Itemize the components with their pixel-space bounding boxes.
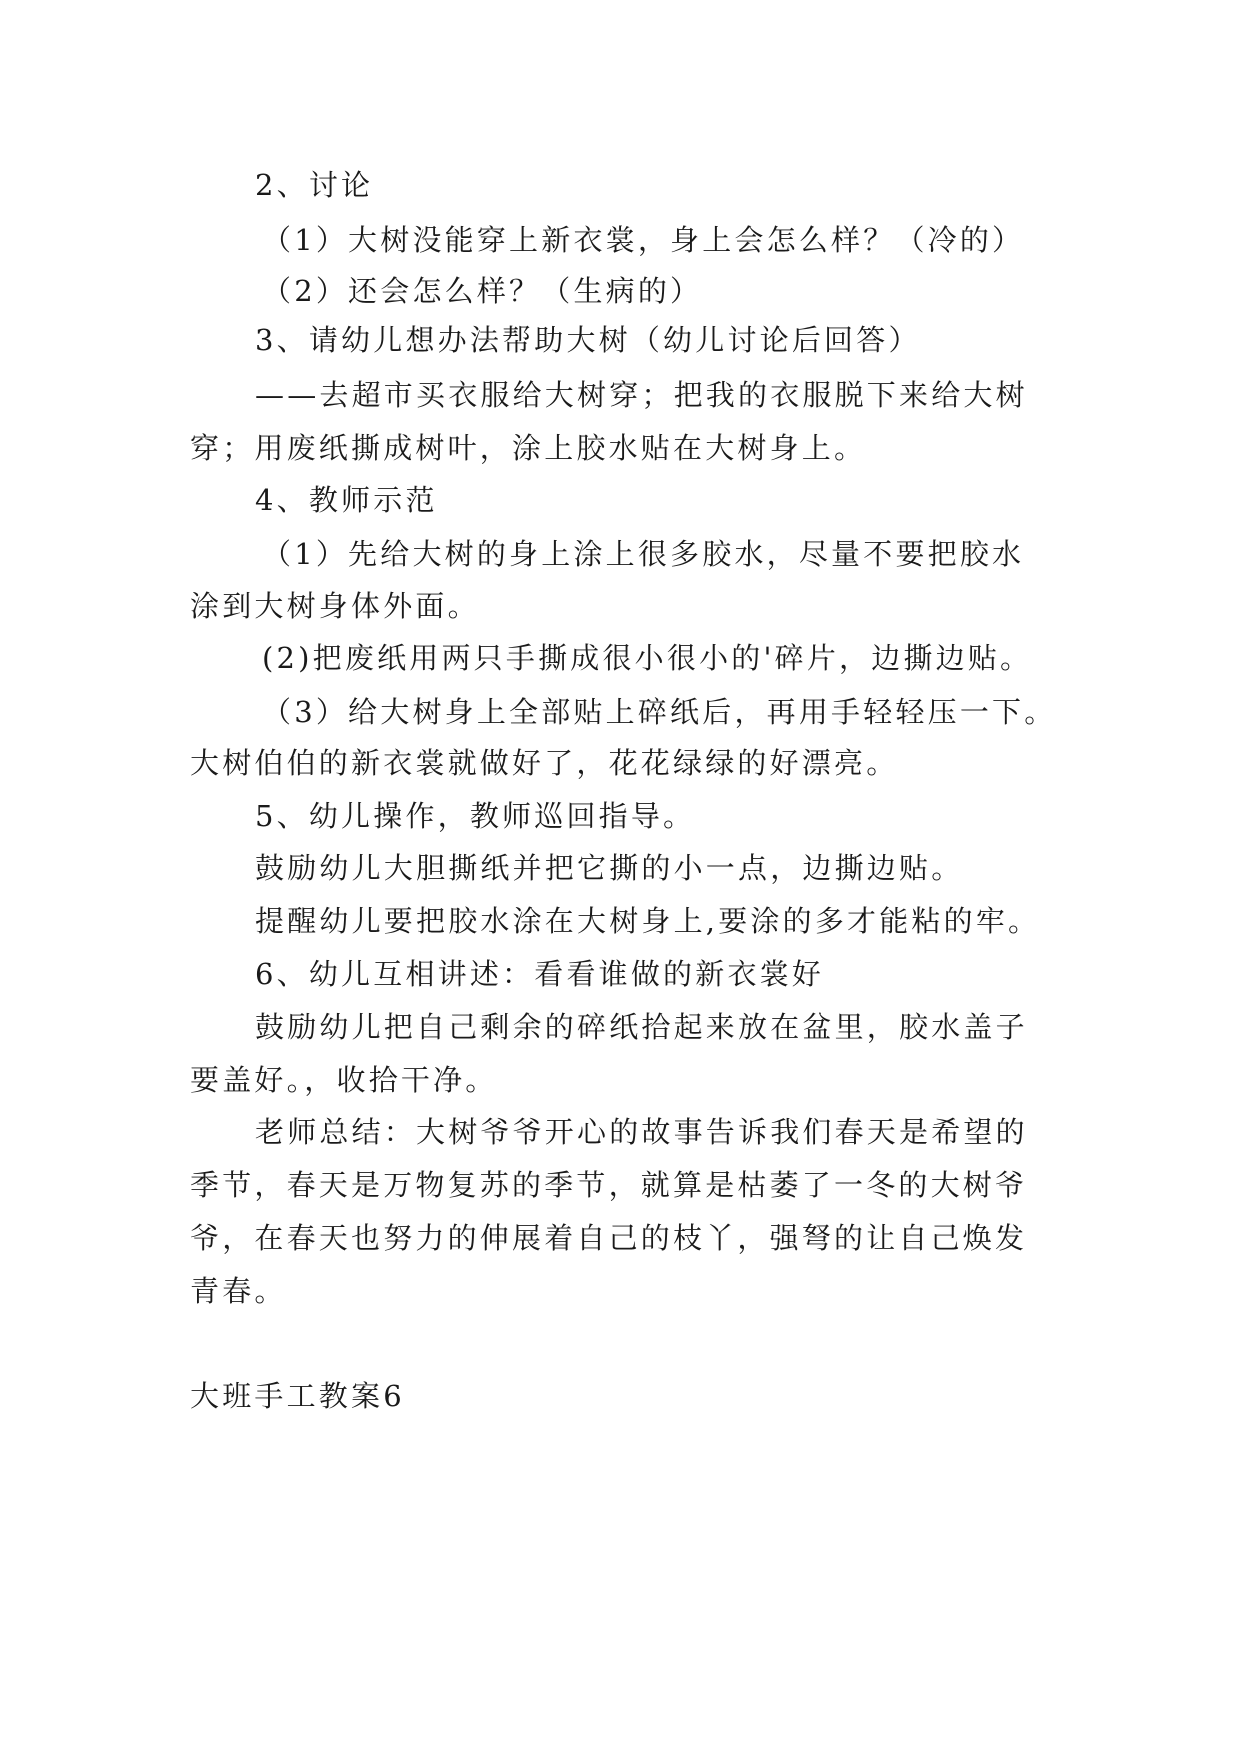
paragraph-line: 要盖好。，收拾干净。 [190,1063,498,1097]
paragraph-line: 涂到大树身体外面。 [190,589,480,623]
paragraph-line: 爷，在春天也努力的伸展着自己的枝丫，强弩的让自己焕发 [190,1221,1028,1255]
paragraph-line: 老师总结：大树爷爷开心的故事告诉我们春天是希望的 [255,1115,1028,1149]
section-heading-mutual-telling: 6、幼儿互相讲述：看看谁做的新衣裳好 [255,957,825,991]
paragraph-line: （1）大树没能穿上新衣裳，身上会怎么样？（冷的） [262,223,1025,257]
paragraph-line: (2)把废纸用两只手撕成很小很小的'碎片，边撕边贴。 [262,641,1033,675]
paragraph-line: 大树伯伯的新衣裳就做好了，花花绿绿的好漂亮。 [190,746,899,780]
paragraph-line: （2）还会怎么样？（生病的） [262,274,703,308]
paragraph-line: 青春。 [190,1274,287,1308]
paragraph-line: （1）先给大树的身上涂上很多胶水，尽量不要把胶水 [262,537,1025,571]
paragraph-line: 季节，春天是万物复苏的季节，就算是枯萎了一冬的大树爷 [190,1168,1028,1202]
section-heading-child-operation: 5、幼儿操作，教师巡回指导。 [255,799,696,833]
section-heading-discussion: 2、讨论 [255,168,374,202]
section-heading-help-tree: 3、请幼儿想办法帮助大树（幼儿讨论后回答） [255,323,921,357]
paragraph-line: 鼓励幼儿把自己剩余的碎纸拾起来放在盆里，胶水盖子 [255,1010,1028,1044]
paragraph-line: ——去超市买衣服给大树穿；把我的衣服脱下来给大树 [255,378,1028,412]
paragraph-line: 鼓励幼儿大胆撕纸并把它撕的小一点，边撕边贴。 [255,851,964,885]
paragraph-line: 穿；用废纸撕成树叶，涂上胶水贴在大树身上。 [190,431,867,465]
section-heading-teacher-demo: 4、教师示范 [255,483,438,517]
document-section-title: 大班手工教案6 [190,1379,405,1413]
paragraph-line: （3）给大树身上全部贴上碎纸后，再用手轻轻压一下。 [262,695,1057,729]
paragraph-line: 提醒幼儿要把胶水涂在大树身上,要涂的多才能粘的牢。 [255,904,1041,938]
